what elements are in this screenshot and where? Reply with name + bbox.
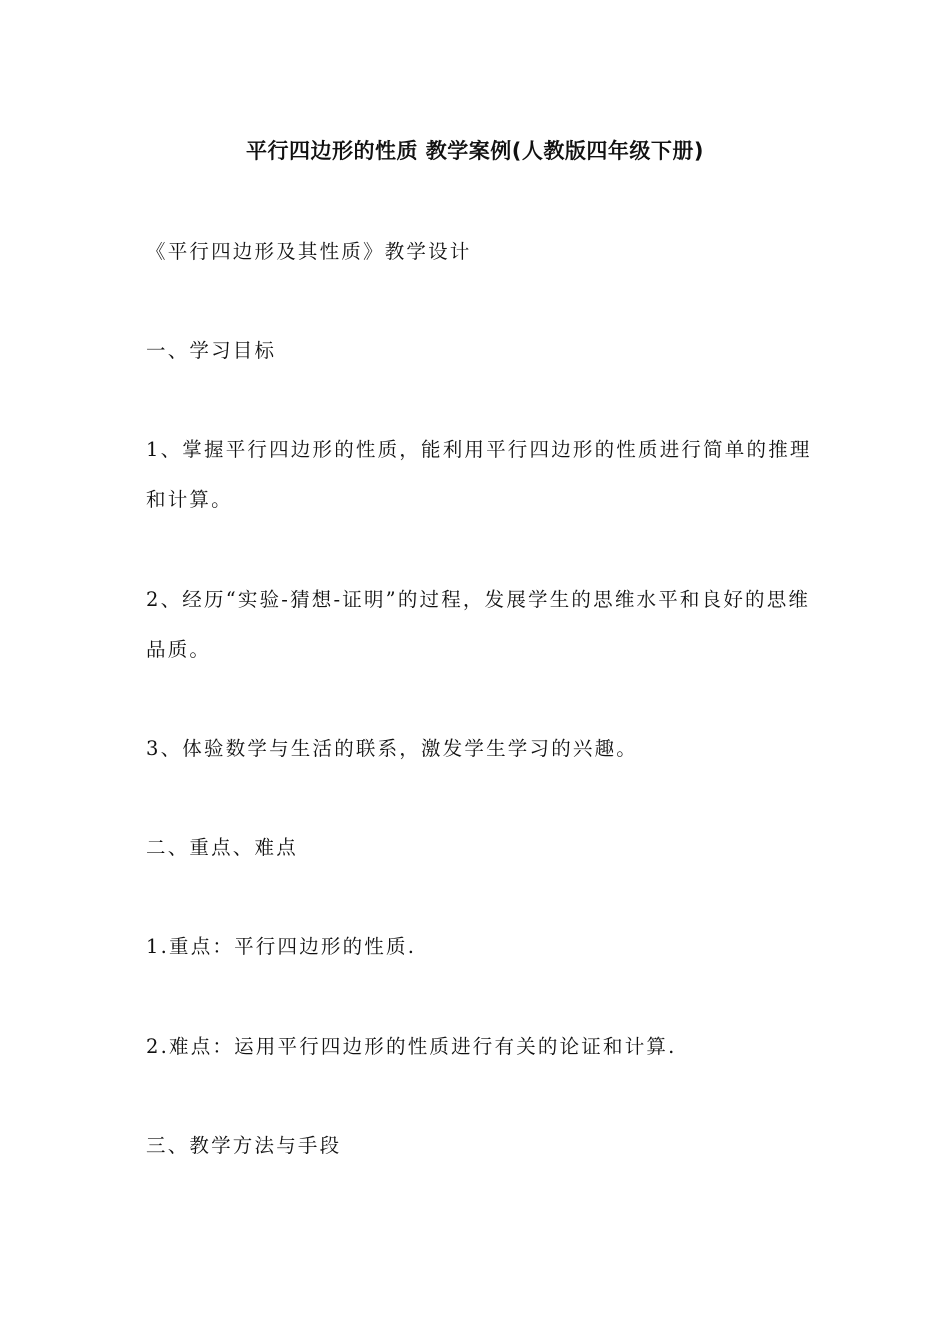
- key-point-item-1: 1.重点：平行四边形的性质.: [146, 935, 417, 958]
- section-heading-objectives: 一、学习目标: [146, 339, 277, 362]
- objective-item-3: 3、体验数学与生活的联系，激发学生学习的兴趣。: [146, 737, 639, 760]
- document-subtitle: 《平行四边形及其性质》教学设计: [146, 240, 472, 263]
- key-point-item-2: 2.难点：运用平行四边形的性质进行有关的论证和计算.: [146, 1035, 677, 1058]
- objective-item-2: 2、经历“实验-猜想-证明”的过程，发展学生的思维水平和良好的思维品质。: [146, 588, 811, 661]
- section-heading-key-points: 二、重点、难点: [146, 836, 298, 859]
- objective-item-1: 1、掌握平行四边形的性质，能利用平行四边形的性质进行简单的推理和计算。: [146, 438, 812, 511]
- document-title: 平行四边形的性质 教学案例(人教版四年级下册): [245, 139, 704, 163]
- section-heading-methods: 三、教学方法与手段: [146, 1134, 342, 1157]
